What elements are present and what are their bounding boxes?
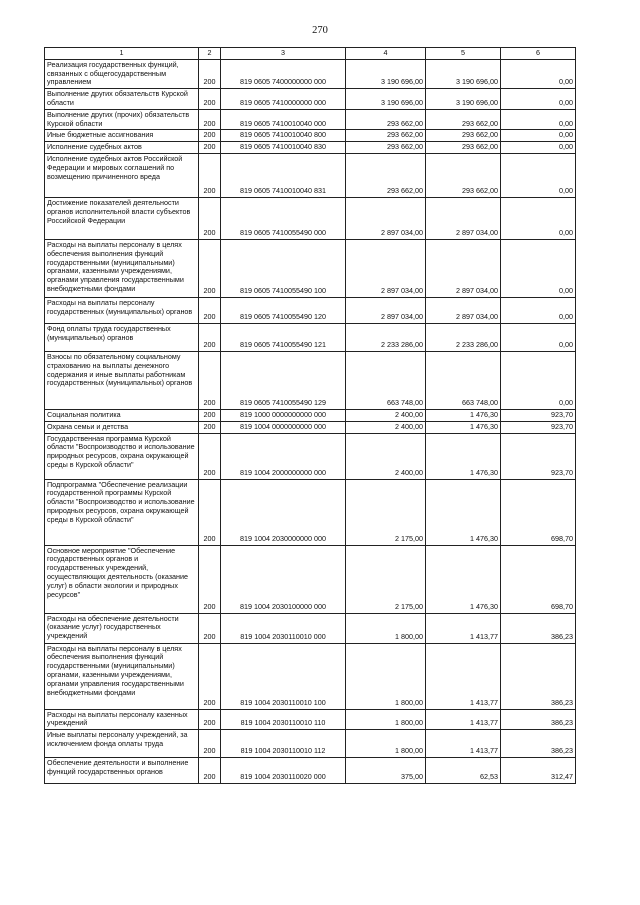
cell-rest: 698,70 bbox=[501, 479, 576, 545]
cell-fact: 3 190 696,00 bbox=[426, 89, 501, 110]
cell-fact: 62,53 bbox=[426, 758, 501, 784]
cell-plan: 293 662,00 bbox=[346, 153, 426, 197]
cell-rest: 923,70 bbox=[501, 409, 576, 421]
cell-plan: 3 190 696,00 bbox=[346, 59, 426, 88]
table-row bbox=[45, 545, 576, 613]
table-row bbox=[45, 297, 576, 323]
cell-admin: 200 bbox=[199, 421, 221, 433]
table-row bbox=[45, 59, 576, 88]
cell-name: Взносы по обязательному социальному страхованию на выплаты денежного содержания и иные выплаты работникам государственных (муниципальных) органов bbox=[45, 351, 199, 409]
cell-code: 819 1004 0000000000 000 bbox=[221, 421, 346, 433]
cell-admin: 200 bbox=[199, 153, 221, 197]
table-row bbox=[45, 142, 576, 154]
cell-plan: 663 748,00 bbox=[346, 351, 426, 409]
cell-plan: 2 175,00 bbox=[346, 545, 426, 613]
cell-fact: 663 748,00 bbox=[426, 351, 501, 409]
column-header-1: 1 bbox=[45, 48, 199, 60]
cell-rest: 923,70 bbox=[501, 421, 576, 433]
cell-rest: 386,23 bbox=[501, 709, 576, 730]
cell-name: Расходы на выплаты персоналу казенных учреждений bbox=[45, 709, 199, 730]
cell-code: 819 1004 2030110010 110 bbox=[221, 709, 346, 730]
cell-rest: 0,00 bbox=[501, 351, 576, 409]
cell-fact: 1 476,30 bbox=[426, 433, 501, 479]
cell-code: 819 0605 7410055490 121 bbox=[221, 323, 346, 351]
cell-fact: 2 897 034,00 bbox=[426, 297, 501, 323]
cell-code: 819 0605 7410055490 100 bbox=[221, 239, 346, 297]
cell-plan: 293 662,00 bbox=[346, 142, 426, 154]
cell-rest: 0,00 bbox=[501, 153, 576, 197]
cell-admin: 200 bbox=[199, 758, 221, 784]
table-row bbox=[45, 409, 576, 421]
page-number: 270 bbox=[312, 25, 328, 36]
cell-fact: 2 897 034,00 bbox=[426, 239, 501, 297]
cell-plan: 3 190 696,00 bbox=[346, 89, 426, 110]
cell-fact: 293 662,00 bbox=[426, 153, 501, 197]
cell-code: 819 1004 2030110010 112 bbox=[221, 730, 346, 758]
cell-code: 819 0605 7410010040 000 bbox=[221, 109, 346, 130]
cell-name: Основное мероприятие "Обеспечение государственных органов и государственных учреждений, осуществляющих деятельность (оказание услуг) в области экологии и природных ресурсов" bbox=[45, 545, 199, 613]
cell-name: Подпрограмма "Обеспечение реализации государственной программы Курской области "Воспроизводство и использование природных ресурсов, охрана окружающей среды в Курской области" bbox=[45, 479, 199, 545]
cell-admin: 200 bbox=[199, 545, 221, 613]
cell-fact: 3 190 696,00 bbox=[426, 59, 501, 88]
cell-fact: 2 233 286,00 bbox=[426, 323, 501, 351]
cell-code: 819 1004 2030000000 000 bbox=[221, 479, 346, 545]
table-row bbox=[45, 197, 576, 239]
cell-rest: 0,00 bbox=[501, 297, 576, 323]
table-row bbox=[45, 153, 576, 197]
column-header-5: 5 bbox=[426, 48, 501, 60]
cell-rest: 698,70 bbox=[501, 545, 576, 613]
cell-rest: 0,00 bbox=[501, 142, 576, 154]
cell-fact: 293 662,00 bbox=[426, 109, 501, 130]
budget-table bbox=[44, 47, 576, 784]
cell-rest: 0,00 bbox=[501, 89, 576, 110]
cell-plan: 1 800,00 bbox=[346, 709, 426, 730]
cell-plan: 375,00 bbox=[346, 758, 426, 784]
cell-plan: 1 800,00 bbox=[346, 613, 426, 643]
cell-admin: 200 bbox=[199, 351, 221, 409]
cell-code: 819 0605 7400000000 000 bbox=[221, 59, 346, 88]
cell-admin: 200 bbox=[199, 59, 221, 88]
cell-admin: 200 bbox=[199, 643, 221, 709]
cell-plan: 2 897 034,00 bbox=[346, 197, 426, 239]
cell-admin: 200 bbox=[199, 323, 221, 351]
table-row bbox=[45, 758, 576, 784]
cell-name: Государственная программа Курской области "Воспроизводство и использование природных ресурсов, охрана окружающей среды в Курской области" bbox=[45, 433, 199, 479]
cell-code: 819 0605 7410055490 000 bbox=[221, 197, 346, 239]
cell-admin: 200 bbox=[199, 130, 221, 142]
cell-fact: 1 413,77 bbox=[426, 643, 501, 709]
cell-rest: 0,00 bbox=[501, 197, 576, 239]
cell-rest: 386,23 bbox=[501, 730, 576, 758]
cell-fact: 1 476,30 bbox=[426, 421, 501, 433]
cell-plan: 2 233 286,00 bbox=[346, 323, 426, 351]
cell-fact: 1 476,30 bbox=[426, 479, 501, 545]
column-header-3: 3 bbox=[221, 48, 346, 60]
table-row bbox=[45, 130, 576, 142]
table-body bbox=[45, 59, 576, 783]
cell-fact: 2 897 034,00 bbox=[426, 197, 501, 239]
cell-plan: 1 800,00 bbox=[346, 730, 426, 758]
cell-name: Расходы на выплаты персоналу государственных (муниципальных) органов bbox=[45, 297, 199, 323]
cell-admin: 200 bbox=[199, 479, 221, 545]
cell-plan: 1 800,00 bbox=[346, 643, 426, 709]
cell-plan: 2 897 034,00 bbox=[346, 297, 426, 323]
cell-admin: 200 bbox=[199, 197, 221, 239]
cell-rest: 0,00 bbox=[501, 239, 576, 297]
cell-name: Социальная политика bbox=[45, 409, 199, 421]
table-row bbox=[45, 351, 576, 409]
cell-plan: 2 175,00 bbox=[346, 479, 426, 545]
cell-name: Охрана семьи и детства bbox=[45, 421, 199, 433]
table-row bbox=[45, 643, 576, 709]
cell-admin: 200 bbox=[199, 109, 221, 130]
cell-admin: 200 bbox=[199, 297, 221, 323]
table-row bbox=[45, 613, 576, 643]
cell-rest: 0,00 bbox=[501, 323, 576, 351]
cell-rest: 386,23 bbox=[501, 643, 576, 709]
table-row bbox=[45, 323, 576, 351]
table-row bbox=[45, 479, 576, 545]
cell-admin: 200 bbox=[199, 239, 221, 297]
cell-admin: 200 bbox=[199, 709, 221, 730]
cell-admin: 200 bbox=[199, 433, 221, 479]
cell-code: 819 0605 7410055490 129 bbox=[221, 351, 346, 409]
cell-plan: 2 400,00 bbox=[346, 421, 426, 433]
cell-name: Расходы на выплаты персоналу в целях обеспечения выполнения функций государственными (муниципальными) органами, казенными учреждениями, органами управления государственными внебюджетными фондами bbox=[45, 643, 199, 709]
cell-rest: 0,00 bbox=[501, 130, 576, 142]
cell-code: 819 1004 2000000000 000 bbox=[221, 433, 346, 479]
cell-fact: 1 476,30 bbox=[426, 545, 501, 613]
cell-name: Достижение показателей деятельности органов исполнительной власти субъектов Российской Федерации bbox=[45, 197, 199, 239]
cell-code: 819 1000 0000000000 000 bbox=[221, 409, 346, 421]
cell-name: Исполнение судебных актов bbox=[45, 142, 199, 154]
cell-name: Исполнение судебных актов Российской Федерации и мировых соглашений по возмещению причиненного вреда bbox=[45, 153, 199, 197]
cell-admin: 200 bbox=[199, 730, 221, 758]
cell-code: 819 1004 2030110020 000 bbox=[221, 758, 346, 784]
cell-code: 819 0605 7410000000 000 bbox=[221, 89, 346, 110]
table-row bbox=[45, 109, 576, 130]
cell-admin: 200 bbox=[199, 409, 221, 421]
cell-name: Выполнение других (прочих) обязательств Курской области bbox=[45, 109, 199, 130]
cell-name: Иные выплаты персоналу учреждений, за исключением фонда оплаты труда bbox=[45, 730, 199, 758]
cell-rest: 312,47 bbox=[501, 758, 576, 784]
cell-name: Реализация государственных функций, связанных с общегосударственным управлением bbox=[45, 59, 199, 88]
table-header-row bbox=[45, 48, 576, 60]
cell-name: Обеспечение деятельности и выполнение функций государственных органов bbox=[45, 758, 199, 784]
cell-plan: 2 400,00 bbox=[346, 433, 426, 479]
column-header-2: 2 bbox=[199, 48, 221, 60]
cell-plan: 293 662,00 bbox=[346, 130, 426, 142]
cell-fact: 1 413,77 bbox=[426, 709, 501, 730]
column-header-4: 4 bbox=[346, 48, 426, 60]
cell-code: 819 0605 7410010040 800 bbox=[221, 130, 346, 142]
cell-code: 819 0605 7410010040 830 bbox=[221, 142, 346, 154]
table-row bbox=[45, 89, 576, 110]
cell-admin: 200 bbox=[199, 613, 221, 643]
cell-fact: 1 413,77 bbox=[426, 730, 501, 758]
cell-rest: 386,23 bbox=[501, 613, 576, 643]
cell-rest: 0,00 bbox=[501, 109, 576, 130]
cell-code: 819 0605 7410055490 120 bbox=[221, 297, 346, 323]
cell-admin: 200 bbox=[199, 89, 221, 110]
column-header-6: 6 bbox=[501, 48, 576, 60]
cell-name: Выполнение других обязательств Курской области bbox=[45, 89, 199, 110]
cell-name: Расходы на обеспечение деятельности (оказание услуг) государственных учреждений bbox=[45, 613, 199, 643]
cell-fact: 293 662,00 bbox=[426, 130, 501, 142]
cell-admin: 200 bbox=[199, 142, 221, 154]
cell-rest: 923,70 bbox=[501, 433, 576, 479]
table-row bbox=[45, 239, 576, 297]
table-row bbox=[45, 433, 576, 479]
table-row bbox=[45, 709, 576, 730]
cell-code: 819 1004 2030100000 000 bbox=[221, 545, 346, 613]
cell-fact: 293 662,00 bbox=[426, 142, 501, 154]
cell-name: Расходы на выплаты персоналу в целях обеспечения выполнения функций государственными (муниципальными) органами, казенными учреждениями, органами управления государственными внебюджетными фондами bbox=[45, 239, 199, 297]
cell-name: Фонд оплаты труда государственных (муниципальных) органов bbox=[45, 323, 199, 351]
cell-plan: 293 662,00 bbox=[346, 109, 426, 130]
cell-code: 819 0605 7410010040 831 bbox=[221, 153, 346, 197]
cell-plan: 2 400,00 bbox=[346, 409, 426, 421]
cell-code: 819 1004 2030110010 000 bbox=[221, 613, 346, 643]
table-row bbox=[45, 730, 576, 758]
cell-name: Иные бюджетные ассигнования bbox=[45, 130, 199, 142]
table-row bbox=[45, 421, 576, 433]
cell-rest: 0,00 bbox=[501, 59, 576, 88]
cell-fact: 1 476,30 bbox=[426, 409, 501, 421]
cell-code: 819 1004 2030110010 100 bbox=[221, 643, 346, 709]
cell-fact: 1 413,77 bbox=[426, 613, 501, 643]
cell-plan: 2 897 034,00 bbox=[346, 239, 426, 297]
